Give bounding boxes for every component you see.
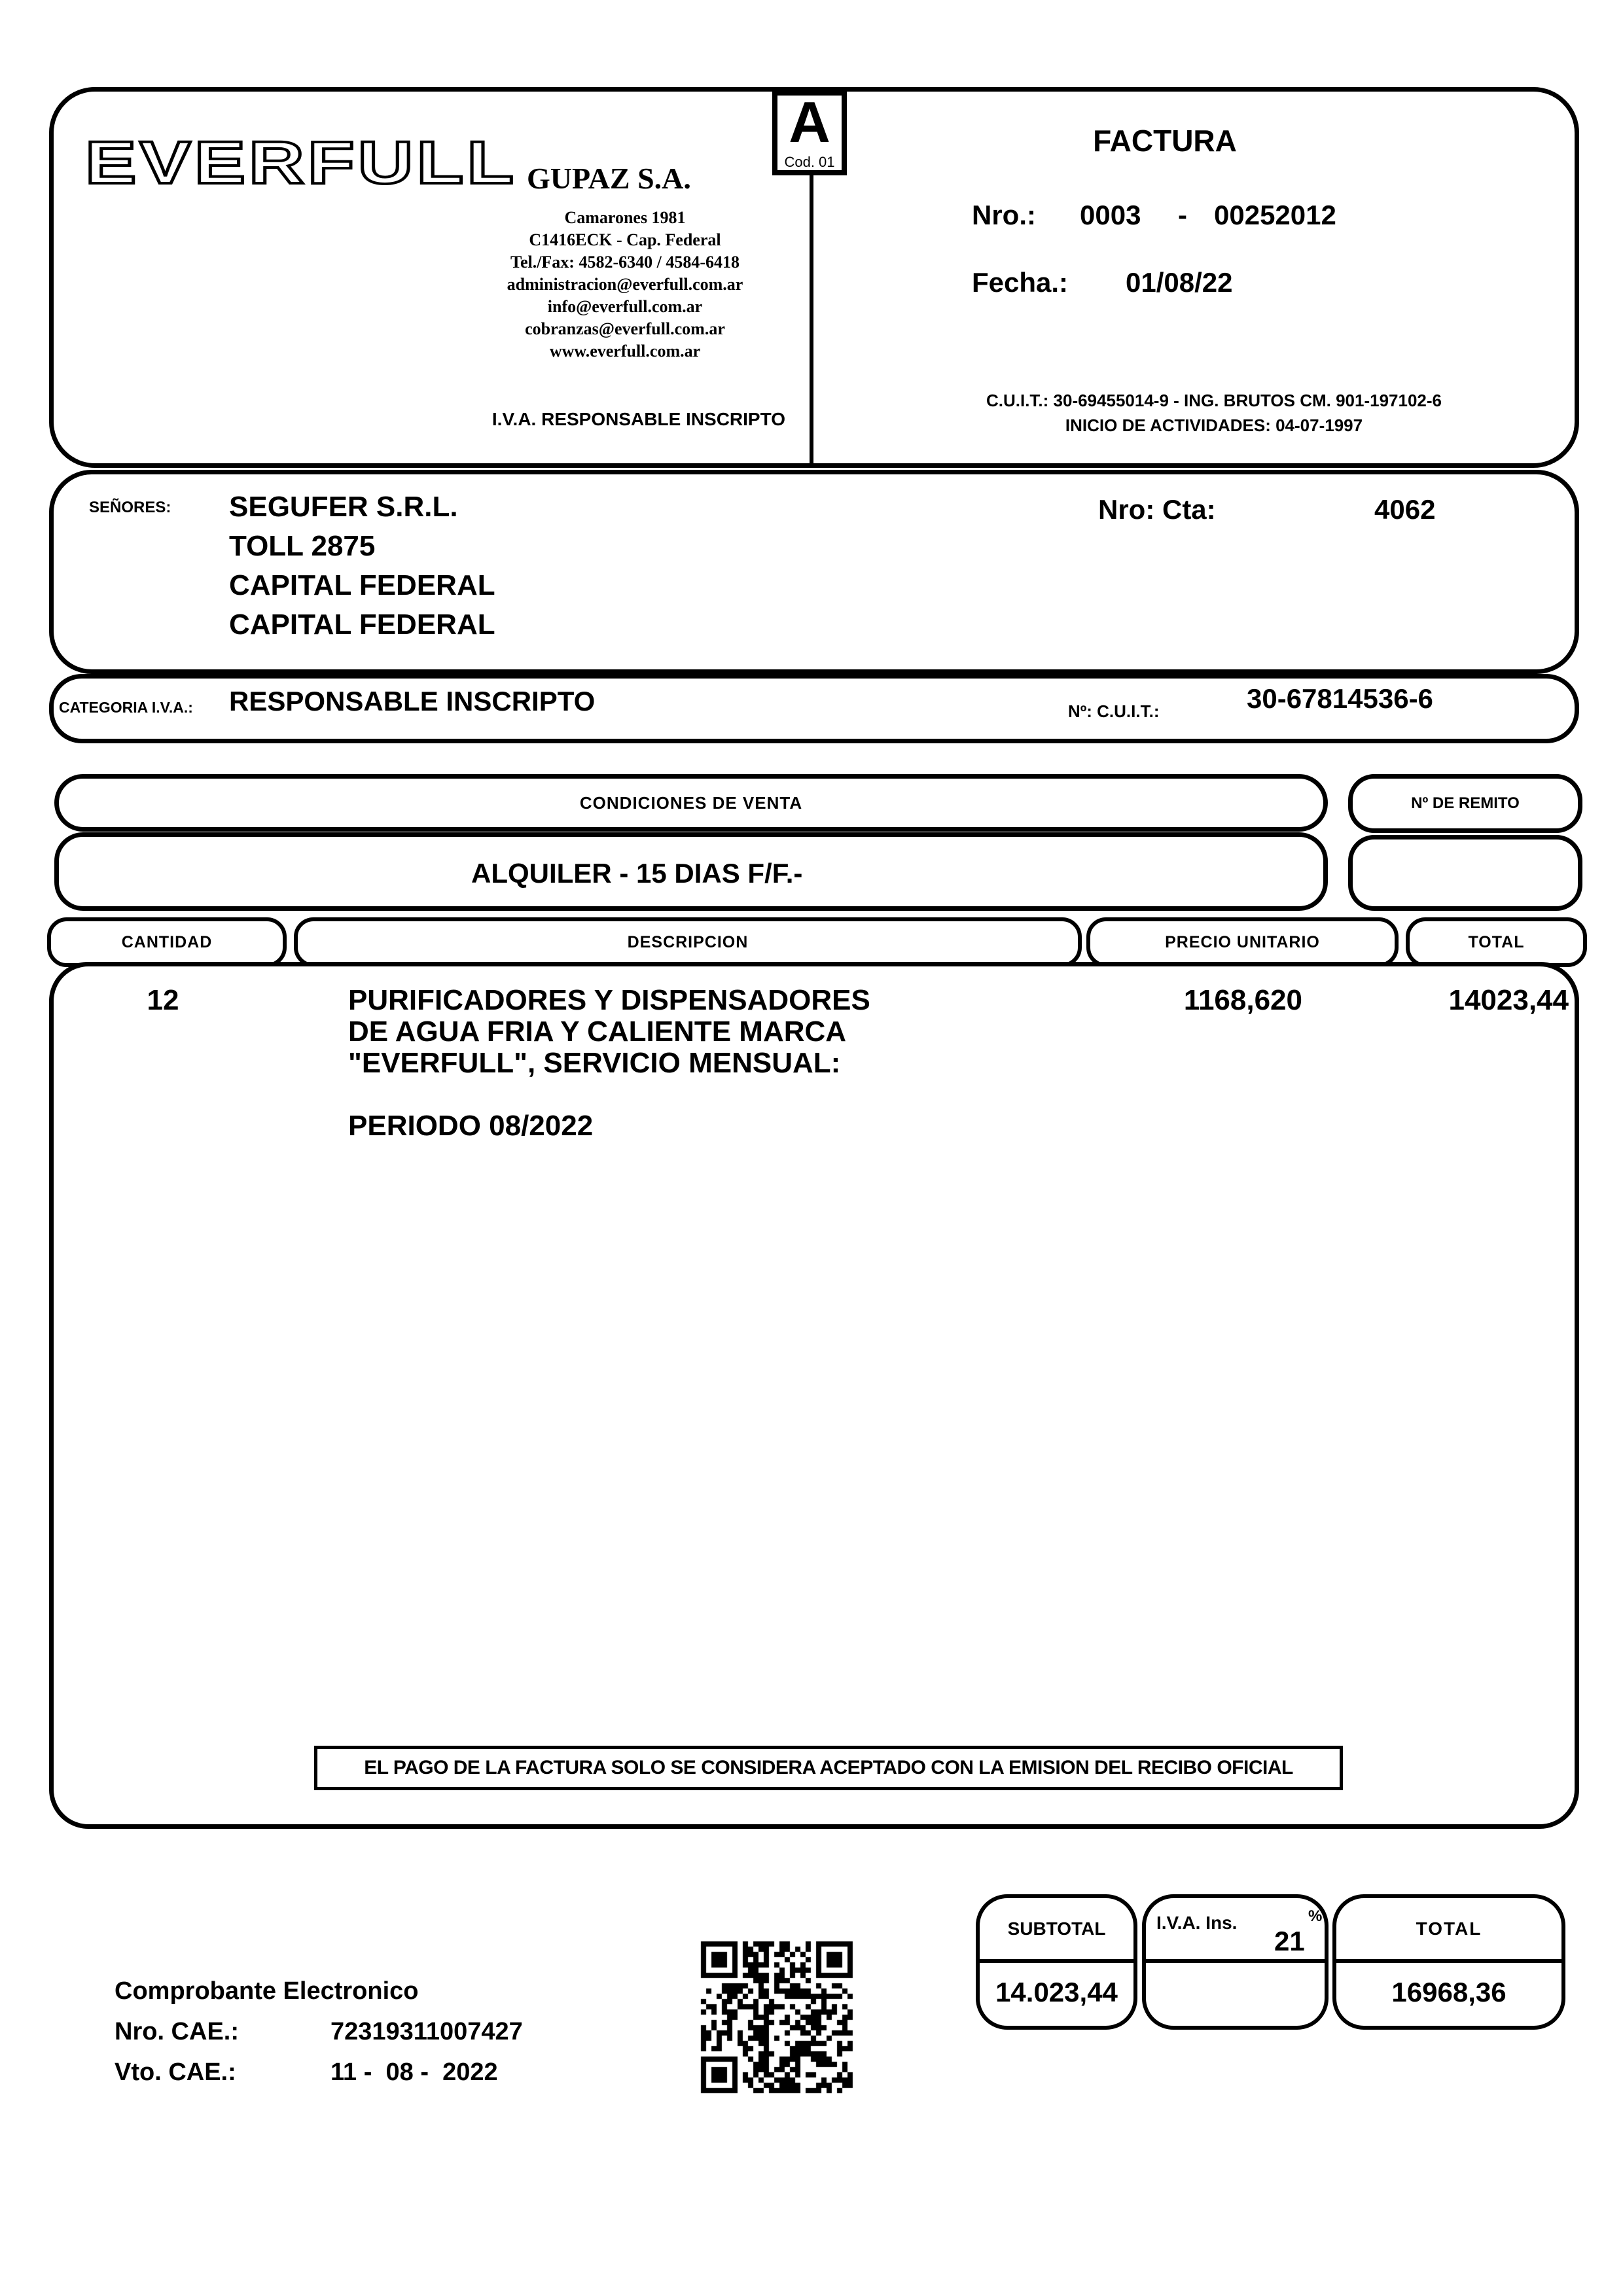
cae-value: 72319311007427 (330, 2018, 523, 2045)
cae-line (115, 2018, 523, 2046)
iva-label-cell (1146, 1898, 1325, 1963)
cae-label: Nro. CAE.: (115, 2018, 239, 2045)
nro-number: 00252012 (1214, 200, 1336, 230)
remito-header-box (1348, 774, 1582, 833)
item-descripcion (348, 985, 937, 1142)
vto-cae-line (115, 2058, 498, 2087)
col-header-total (1406, 917, 1587, 967)
condiciones-value-box (54, 832, 1328, 911)
company-name: GUPAZ S.A. (527, 162, 691, 195)
contact-line: www.everfull.com.ar (549, 342, 701, 361)
customer-cuit-label: Nº: C.U.I.T.: (1068, 701, 1160, 721)
col-header-cantidad (47, 917, 287, 967)
customer-name: SEGUFER S.R.L. (229, 491, 458, 523)
contact-block (494, 207, 756, 362)
payment-notice-box (314, 1746, 1343, 1790)
seller-iva-status: I.V.A. RESPONSABLE INSCRIPTO (491, 409, 785, 429)
senores-label: SEÑORES: (89, 499, 171, 516)
remito-label: Nº DE REMITO (1411, 794, 1520, 812)
iva-rate: 21 (1274, 1926, 1305, 1956)
col-header-descripcion-label: DESCRIPCION (627, 932, 749, 951)
customer-address-line: CAPITAL FEDERAL (229, 609, 495, 641)
contact-line: Camarones 1981 (564, 208, 686, 227)
iva-value (1146, 1963, 1325, 2022)
customer-address-block (229, 487, 495, 645)
fecha-label: Fecha.: (972, 267, 1069, 298)
comprobante-text: Comprobante Electronico (115, 1977, 419, 2005)
vto-cae-value: 11 - 08 - 2022 (330, 2058, 498, 2086)
item-total: 14023,44 (1448, 984, 1569, 1016)
subtotal-label: SUBTOTAL (1007, 1918, 1106, 1939)
categoria-label: CATEGORIA I.V.A.: (59, 699, 193, 716)
item-descripcion-line (348, 1079, 937, 1110)
condiciones-label: CONDICIONES DE VENTA (579, 792, 803, 813)
vto-cae-label: Vto. CAE.: (115, 2058, 236, 2086)
categoria-value: RESPONSABLE INSCRIPTO (229, 686, 596, 716)
item-descripcion-line: PERIODO 08/2022 (348, 1110, 594, 1142)
seller-cuit-line: C.U.I.T.: 30-69455014-9 - ING. BRUTOS CM. 901-197102-6 (986, 391, 1442, 410)
subtotal-box (976, 1894, 1137, 2030)
total-value: 16968,36 (1391, 1977, 1507, 2007)
item-cantidad: 12 (147, 984, 179, 1016)
col-header-descripcion (294, 917, 1082, 967)
logo-text: EVERFULL (85, 130, 517, 196)
customer-address-line: TOLL 2875 (229, 530, 376, 562)
item-descripcion-line: DE AGUA FRIA Y CALIENTE MARCA (348, 1016, 847, 1048)
total-label: TOTAL (1416, 1918, 1482, 1939)
invoice-letter-box (772, 90, 847, 175)
invoice-letter: A (789, 90, 830, 154)
col-header-precio (1086, 917, 1399, 967)
iva-box (1142, 1894, 1329, 2030)
customer-address-line: CAPITAL FEDERAL (229, 569, 495, 601)
customer-cuit-value: 30-67814536-6 (1247, 683, 1433, 714)
nro-label: Nro.: (972, 200, 1036, 230)
comprobante-line (115, 1977, 419, 2005)
everfull-logo (80, 130, 531, 202)
header-divider (810, 174, 813, 468)
contact-line: cobranzas@everfull.com.ar (525, 319, 725, 338)
item-precio: 1168,620 (1183, 984, 1302, 1016)
invoice-letter-code: Cod. 01 (784, 154, 835, 170)
condiciones-value: ALQUILER - 15 DIAS F/F.- (471, 858, 803, 889)
qr-code (688, 1929, 865, 2106)
payment-notice-text: EL PAGO DE LA FACTURA SOLO SE CONSIDERA ACEPTADO CON LA EMISION DEL RECIBO OFICIAL (364, 1757, 1293, 1778)
nro-separator: - (1178, 200, 1187, 230)
remito-value-box (1348, 835, 1582, 911)
fecha-value: 01/08/22 (1126, 267, 1233, 298)
subtotal-value: 14.023,44 (995, 1977, 1118, 2007)
cta-value: 4062 (1374, 494, 1436, 525)
total-box (1332, 1894, 1565, 2030)
doc-type-title: FACTURA (1093, 124, 1237, 158)
col-header-total-label: TOTAL (1468, 932, 1525, 951)
subtotal-label-cell (980, 1898, 1133, 1963)
item-descripcion-line: "EVERFULL", SERVICIO MENSUAL: (348, 1047, 841, 1079)
col-header-cantidad-label: CANTIDAD (121, 932, 213, 951)
condiciones-header-box (54, 774, 1328, 832)
contact-line: Tel./Fax: 4582-6340 / 4584-6418 (510, 253, 740, 272)
seller-inicio-line: INICIO DE ACTIVIDADES: 04-07-1997 (1065, 415, 1363, 435)
nro-pos: 0003 (1080, 200, 1141, 230)
contact-line: C1416ECK - Cap. Federal (529, 230, 721, 249)
total-label-cell (1336, 1898, 1561, 1963)
iva-label: I.V.A. Ins. (1156, 1913, 1238, 1933)
col-header-precio-label: PRECIO UNITARIO (1165, 932, 1320, 951)
cta-label: Nro: Cta: (1098, 494, 1216, 525)
contact-line: administracion@everfull.com.ar (507, 275, 743, 294)
iva-percent-sign: % (1308, 1907, 1323, 1925)
item-descripcion-line: PURIFICADORES Y DISPENSADORES (348, 984, 870, 1016)
contact-line: info@everfull.com.ar (547, 297, 703, 316)
